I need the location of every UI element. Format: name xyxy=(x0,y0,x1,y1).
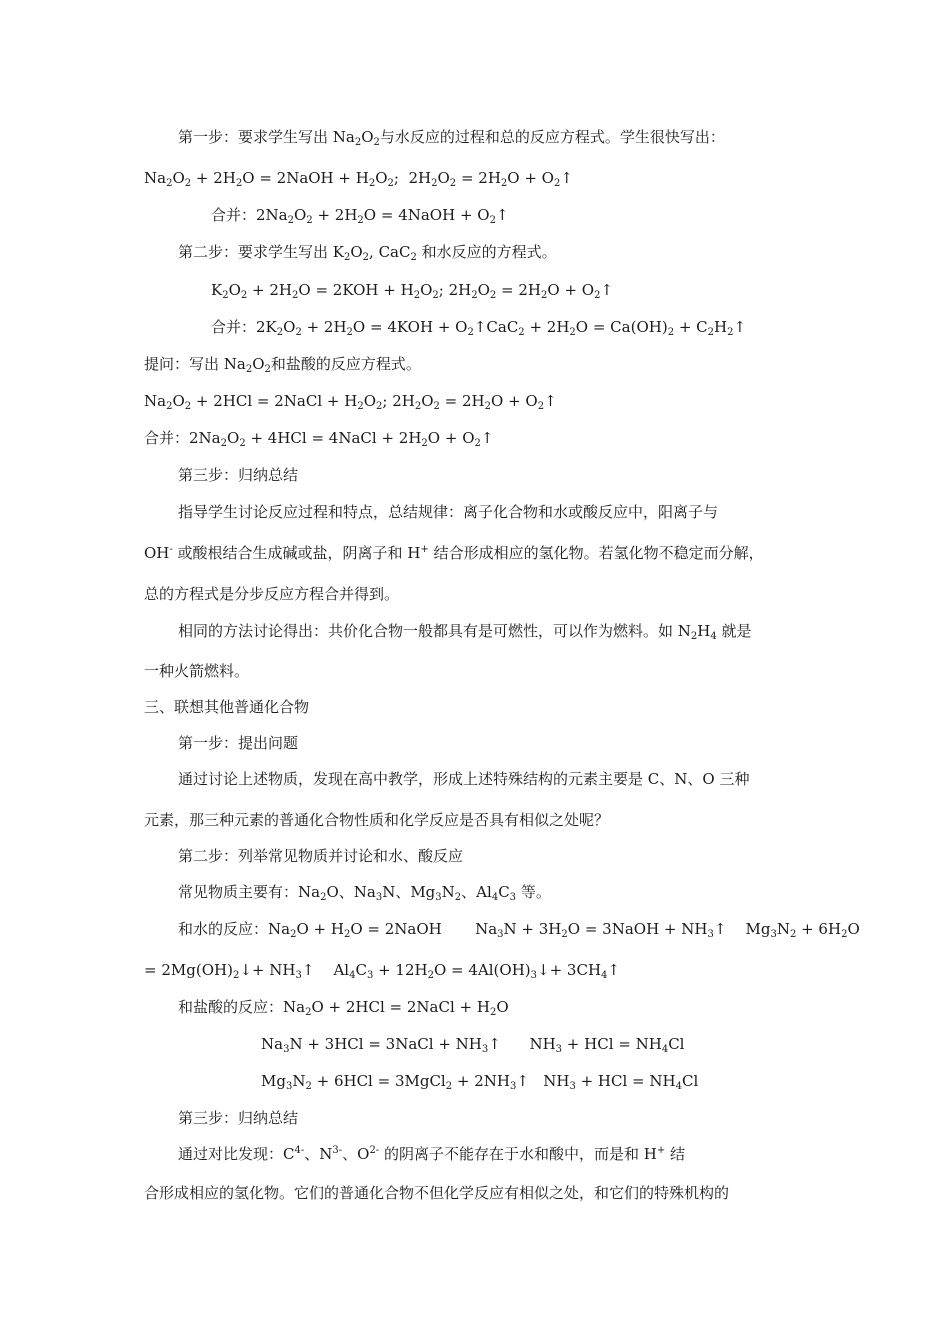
text-run: ↑CaC xyxy=(473,318,519,336)
text-run: C xyxy=(498,883,510,901)
equation-line xyxy=(211,280,613,300)
superscript: 2- xyxy=(369,1145,380,1156)
subscript: 2 xyxy=(232,970,240,981)
text-run: 合并：2K xyxy=(211,318,277,336)
text-run: + HCl = NH xyxy=(562,1035,662,1053)
subscript: 2 xyxy=(413,290,421,301)
superscript: 4- xyxy=(294,1145,305,1156)
text-run: O xyxy=(172,392,185,410)
section-heading xyxy=(144,697,309,717)
subscript: 4 xyxy=(601,970,608,981)
subscript: 2 xyxy=(166,178,173,189)
text-run: = 2H xyxy=(456,169,501,187)
text-run: 与水反应的过程和总的反应方程式。学生很快写出： xyxy=(379,128,725,146)
subscript: 2 xyxy=(414,401,422,412)
text-run: ; 2H xyxy=(382,392,415,410)
text-run: O = 4Al(OH) xyxy=(433,961,531,979)
text-line xyxy=(178,882,551,902)
text-run: 结 xyxy=(665,1145,685,1163)
text-line xyxy=(178,127,725,147)
text-run: 第一步：要求学生写出 Na xyxy=(178,128,355,146)
text-line xyxy=(178,769,749,789)
text-run: O xyxy=(847,920,860,938)
text-run: + 4HCl = 4NaCl + 2H xyxy=(245,429,422,447)
text-run: Cl xyxy=(681,1072,699,1090)
text-run: 指导学生讨论反应过程和特点，总结规律：离子化合物和水或酸反应中，阳离子与 xyxy=(178,503,719,521)
text-run: 通过对比发现：C xyxy=(178,1145,295,1163)
subscript: 4 xyxy=(349,970,356,981)
subscript: 2 xyxy=(346,327,353,338)
text-run: = 2H xyxy=(496,281,542,299)
text-run: O + O xyxy=(427,429,475,447)
subscript: 3 xyxy=(530,970,538,981)
text-run: 和水的反应：Na xyxy=(178,920,291,938)
text-run: 、N xyxy=(304,1145,333,1163)
subscript: 2 xyxy=(290,929,297,940)
text-run: ↑ NH xyxy=(516,1072,570,1090)
equation-line xyxy=(178,997,509,1017)
text-run: 提问：写出 Na xyxy=(144,355,246,373)
text-run: ↑ NH xyxy=(488,1035,556,1053)
text-run: ↑ xyxy=(495,206,509,224)
text-line xyxy=(178,733,298,753)
text-run: O + 2HCl = 2NaCl + H xyxy=(311,998,490,1016)
subscript: 4 xyxy=(661,1044,669,1055)
subscript: 2 xyxy=(667,327,675,338)
subscript: 4 xyxy=(491,892,499,903)
text-run: O xyxy=(375,169,388,187)
subscript: 3 xyxy=(283,1044,290,1055)
text-run: 的阴离子不能存在于水和酸中，而是和 H xyxy=(379,1145,657,1163)
text-run: 元素，那三种元素的普通化合物性质和化学反应是否具有相似之处呢？ xyxy=(144,811,610,829)
text-run: O xyxy=(172,169,185,187)
subscript: 2 xyxy=(184,401,192,412)
text-line xyxy=(144,661,249,681)
subscript: 3 xyxy=(509,892,517,903)
text-run: O = 2NaOH Na xyxy=(350,920,498,938)
text-run: + 6H xyxy=(796,920,842,938)
text-run: N xyxy=(776,920,790,938)
subscript: 2 xyxy=(467,327,474,338)
text-run: O + O xyxy=(547,281,595,299)
subscript: 3 xyxy=(555,1044,563,1055)
text-run: O = 2KOH + H xyxy=(298,281,414,299)
text-run: O xyxy=(294,206,307,224)
text-line xyxy=(144,810,609,830)
text-line xyxy=(144,543,764,563)
text-run: + 2NH xyxy=(452,1072,510,1090)
text-run: Na xyxy=(261,1035,284,1053)
text-run: + 2H xyxy=(191,169,236,187)
text-run: H xyxy=(714,318,728,336)
text-run: ; 2H xyxy=(393,169,432,187)
text-run: O xyxy=(477,281,490,299)
text-run: O xyxy=(363,392,377,410)
text-run: 第一步：提出问题 xyxy=(178,734,299,752)
subscript: 2 xyxy=(264,364,271,375)
text-run: + 12H xyxy=(373,961,428,979)
subscript: 2 xyxy=(431,178,438,189)
subscript: 2 xyxy=(518,327,525,338)
text-run: 通过讨论上述物质，发现在高中教学，形成上述特殊结构的元素主要是 C、N、O 三种 xyxy=(178,770,750,788)
text-run: 、O xyxy=(342,1145,370,1163)
text-run: + 2H xyxy=(312,206,358,224)
text-run: ↑ xyxy=(480,429,494,447)
text-run: 相同的方法讨论得出：共价化合物一般都具有是可燃性，可以作为燃料。如 N xyxy=(178,622,691,640)
text-run: O xyxy=(496,998,509,1016)
text-run: ↑ xyxy=(733,318,747,336)
subscript: 3 xyxy=(481,1044,489,1055)
subscript: 2 xyxy=(433,401,440,412)
text-run: O xyxy=(420,281,433,299)
subscript: 2 xyxy=(445,1081,453,1092)
equation-line xyxy=(261,1071,698,1091)
subscript: 3 xyxy=(497,929,504,940)
equation-line xyxy=(211,205,509,225)
text-line xyxy=(178,242,557,262)
subscript: 2 xyxy=(489,1007,497,1018)
subscript: 2 xyxy=(220,438,227,449)
text-line xyxy=(178,465,298,485)
subscript: 2 xyxy=(387,178,394,189)
text-run: 合并：2Na xyxy=(144,429,221,447)
subscript: 2 xyxy=(537,401,545,412)
text-run: O + H xyxy=(296,920,344,938)
subscript: 2 xyxy=(287,215,294,226)
subscript: 2 xyxy=(376,401,383,412)
text-run: 结合形成相应的氢化物。若氢化物不稳定而分解， xyxy=(428,544,764,562)
text-run: 第二步：列举常见物质并讨论和水、酸反应 xyxy=(178,847,464,865)
equation-line xyxy=(144,391,557,411)
subscript: 2 xyxy=(690,631,698,642)
equation-line xyxy=(144,960,620,980)
subscript: 4 xyxy=(675,1081,682,1092)
subscript: 2 xyxy=(222,290,229,301)
text-line xyxy=(178,1144,685,1164)
text-run: ↑ Al xyxy=(301,961,350,979)
subscript: 2 xyxy=(166,401,173,412)
superscript: 3- xyxy=(332,1145,343,1156)
text-run: + 2H xyxy=(524,318,570,336)
text-run: 一种火箭燃料。 xyxy=(144,662,250,680)
text-run: + 2HCl = 2NaCl + H xyxy=(191,392,358,410)
text-run: 第三步：归纳总结 xyxy=(178,1109,299,1127)
text-run: O xyxy=(228,281,241,299)
text-run: + 6HCl = 3MgCl xyxy=(311,1072,446,1090)
subscript: 2 xyxy=(305,1007,312,1018)
subscript: 2 xyxy=(357,215,364,226)
subscript: 2 xyxy=(320,892,327,903)
text-run: ↑ xyxy=(600,281,614,299)
text-run: O = 4NaOH + O xyxy=(363,206,490,224)
text-run: O xyxy=(361,128,374,146)
text-run: O = Ca(OH) xyxy=(575,318,668,336)
text-run: 合形成相应的氢化物。它们的普通化合物不但化学反应有相似之处，和它们的特殊机构的 xyxy=(144,1184,730,1202)
text-run: 总的方程式是分步反应方程合并得到。 xyxy=(144,585,400,603)
text-run: O = 4KOH + O xyxy=(352,318,468,336)
superscript: + xyxy=(420,544,429,555)
text-run: O xyxy=(283,318,296,336)
text-run: 和盐酸的反应方程式。 xyxy=(270,355,421,373)
text-run: + 2H xyxy=(301,318,347,336)
text-run: 第二步：要求学生写出 K xyxy=(178,243,344,261)
subscript: 2 xyxy=(427,970,434,981)
text-run: ↑ Mg xyxy=(713,920,771,938)
text-run: ↓+ 3CH xyxy=(537,961,602,979)
subscript: 2 xyxy=(276,327,284,338)
subscript: 2 xyxy=(245,364,253,375)
text-run: Cl xyxy=(668,1035,685,1053)
text-run: = 2H xyxy=(439,392,485,410)
text-run: 常见物质主要有：Na xyxy=(178,883,321,901)
text-run: ↑ xyxy=(607,961,620,979)
text-line xyxy=(144,354,421,374)
text-run: ; 2H xyxy=(438,281,472,299)
text-run: N + 3HCl = 3NaCl + NH xyxy=(289,1035,482,1053)
subscript: 2 xyxy=(292,290,299,301)
equation-line xyxy=(178,919,860,939)
subscript: 2 xyxy=(421,438,428,449)
subscript: 2 xyxy=(471,290,478,301)
equation-line xyxy=(144,428,493,448)
text-run: O + O xyxy=(491,392,538,410)
subscript: 2 xyxy=(368,178,376,189)
subscript: 3 xyxy=(569,1081,576,1092)
text-run: Na xyxy=(144,169,167,187)
text-run: C xyxy=(355,961,367,979)
text-run: , CaC xyxy=(369,243,411,261)
equation-line xyxy=(211,317,746,337)
subscript: 2 xyxy=(295,327,302,338)
subscript: 2 xyxy=(343,929,351,940)
subscript: 2 xyxy=(305,1081,312,1092)
subscript: 2 xyxy=(707,327,715,338)
subscript: 3 xyxy=(295,970,302,981)
text-run: ↑ xyxy=(544,392,557,410)
text-run: N + 3H xyxy=(503,920,562,938)
subscript: 2 xyxy=(727,327,734,338)
text-run: N xyxy=(441,883,455,901)
text-run: 、Al xyxy=(461,883,492,901)
text-run: = 2Mg(OH) xyxy=(144,961,233,979)
subscript: 2 xyxy=(500,178,508,189)
text-line xyxy=(144,1183,729,1203)
subscript: 2 xyxy=(239,438,246,449)
subscript: 2 xyxy=(240,290,248,301)
subscript: 2 xyxy=(841,929,848,940)
text-run: 和盐酸的反应：Na xyxy=(178,998,306,1016)
text-line xyxy=(178,846,463,866)
text-run: O + O xyxy=(507,169,554,187)
text-line xyxy=(178,1108,298,1128)
text-run: 第三步：归纳总结 xyxy=(178,466,299,484)
text-line xyxy=(144,584,399,604)
text-run: + C xyxy=(674,318,708,336)
text-run: 和水反应的方程式。 xyxy=(416,243,557,261)
subscript: 2 xyxy=(489,290,497,301)
subscript: 2 xyxy=(569,327,576,338)
text-run: O xyxy=(350,243,363,261)
subscript: 3 xyxy=(770,929,777,940)
subscript: 2 xyxy=(373,137,380,148)
text-run: 就是 xyxy=(716,622,752,640)
text-run: O xyxy=(227,429,240,447)
subscript: 2 xyxy=(357,401,364,412)
subscript: 3 xyxy=(375,892,383,903)
subscript: 2 xyxy=(432,290,439,301)
text-line xyxy=(178,502,718,522)
subscript: 2 xyxy=(489,215,496,226)
text-run: + 2H xyxy=(247,281,293,299)
subscript: 3 xyxy=(435,892,442,903)
subscript: 2 xyxy=(343,252,351,263)
text-run: N、Mg xyxy=(382,883,436,901)
text-run: O xyxy=(252,355,265,373)
superscript: + xyxy=(656,1145,666,1156)
subscript: 3 xyxy=(285,1081,293,1092)
subscript: 2 xyxy=(454,892,462,903)
subscript: 4 xyxy=(710,631,717,642)
equation-line xyxy=(144,168,573,188)
text-run: Na xyxy=(144,392,167,410)
superscript: - xyxy=(169,544,173,555)
subscript: 3 xyxy=(509,1081,517,1092)
subscript: 2 xyxy=(594,290,601,301)
subscript: 2 xyxy=(561,929,568,940)
text-run: H xyxy=(697,622,711,640)
subscript: 2 xyxy=(789,929,797,940)
subscript: 2 xyxy=(449,178,457,189)
text-run: Mg xyxy=(261,1072,286,1090)
text-run: ↓+ NH xyxy=(239,961,296,979)
text-run: 合并：2Na xyxy=(211,206,288,224)
subscript: 2 xyxy=(306,215,313,226)
text-run: K xyxy=(211,281,223,299)
subscript: 2 xyxy=(553,178,561,189)
text-run: O、Na xyxy=(326,883,376,901)
text-run: O xyxy=(437,169,450,187)
text-run: O = 3NaOH + NH xyxy=(567,920,708,938)
text-line xyxy=(178,621,752,641)
text-run: + HCl = NH xyxy=(575,1072,676,1090)
subscript: 2 xyxy=(484,401,492,412)
text-run: ↑ xyxy=(560,169,573,187)
text-run: OH xyxy=(144,544,170,562)
subscript: 3 xyxy=(366,970,374,981)
subscript: 2 xyxy=(362,252,370,263)
text-run: 或酸根结合生成碱或盐，阴离子和 H xyxy=(172,544,421,562)
subscript: 2 xyxy=(235,178,243,189)
text-run: 等。 xyxy=(516,883,551,901)
subscript: 2 xyxy=(474,438,481,449)
text-run: N xyxy=(292,1072,306,1090)
text-run: O xyxy=(421,392,434,410)
subscript: 2 xyxy=(410,252,417,263)
subscript: 3 xyxy=(707,929,714,940)
equation-line xyxy=(261,1034,684,1054)
subscript: 2 xyxy=(184,178,192,189)
text-run: O = 2NaOH + H xyxy=(242,169,369,187)
subscript: 2 xyxy=(541,290,548,301)
subscript: 2 xyxy=(354,137,362,148)
text-run: 三、联想其他普通化合物 xyxy=(144,698,310,716)
